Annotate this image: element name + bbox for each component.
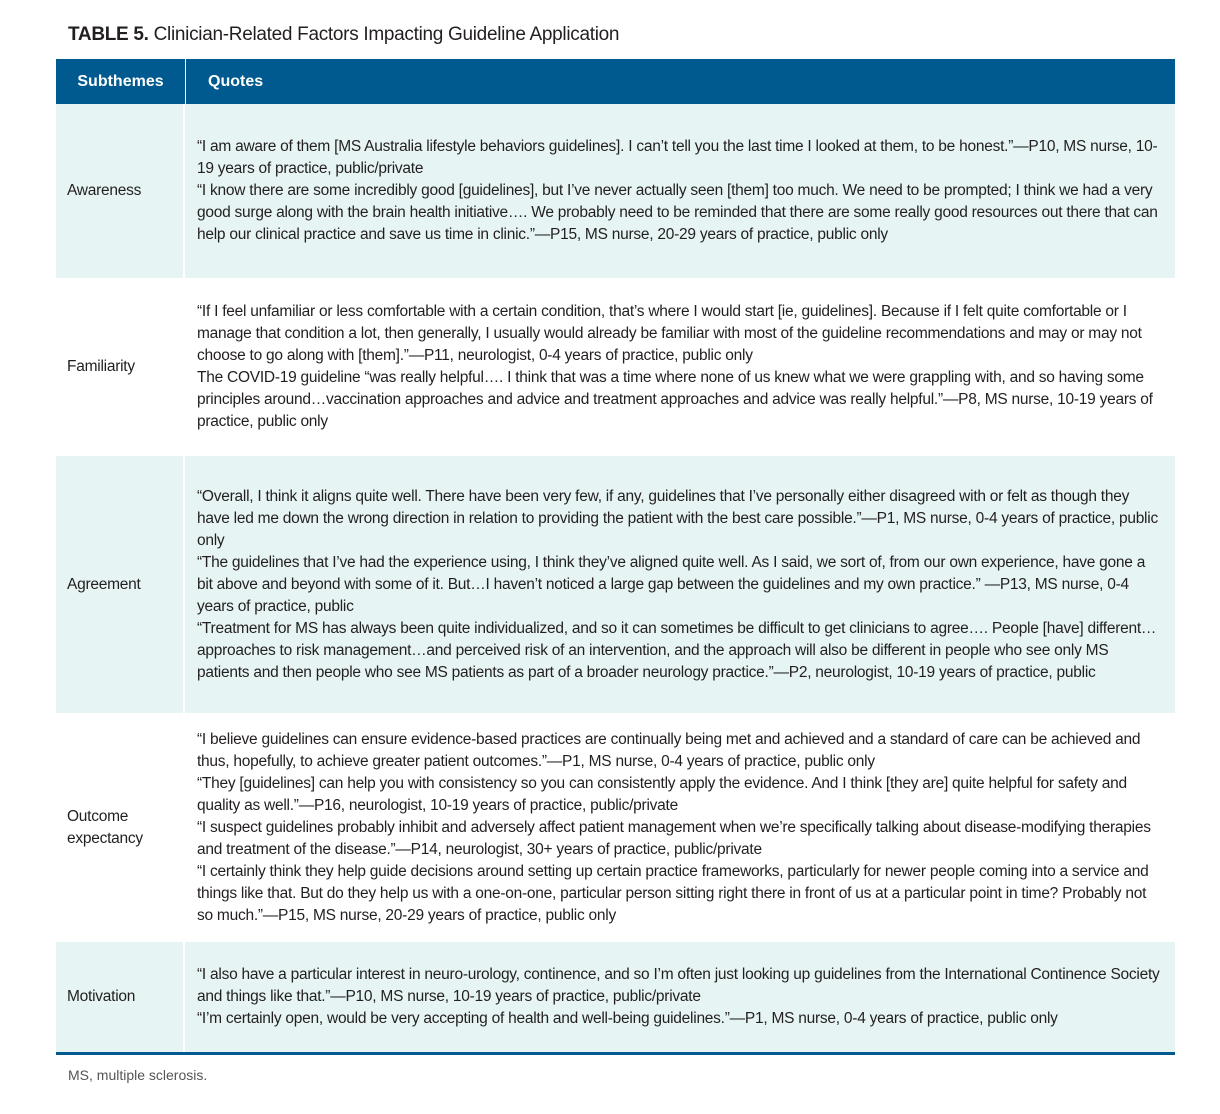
- table-row: [56, 942, 1175, 1052]
- quotes-cell: [185, 104, 1175, 278]
- header-subthemes: Subthemes: [77, 72, 164, 90]
- quotes-cell: [185, 713, 1175, 942]
- subtheme-label: Agreement: [67, 575, 141, 593]
- subtheme-cell: [56, 942, 185, 1052]
- quotes-cell: [185, 456, 1175, 713]
- subtheme-label: Familiarity: [67, 358, 135, 375]
- table-bottom-rule: [56, 1052, 1175, 1055]
- table-row: [56, 713, 1175, 942]
- subtheme-label: Awareness: [67, 182, 142, 199]
- quote-text: “Treatment for MS has always been quite individualized, and so it can sometimes be difficult to get clinicians to agree…. People [have] different…approaches to risk management…and perceived risk of an intervention, and the approach will also be different in people who see only MS patients and then people who see MS patients as part of a broader neurology practice.”—P2, neurologist, 10-19 years of practice, public: [197, 619, 1157, 681]
- quotes-table: [56, 59, 1175, 1055]
- quotes-cell: [185, 278, 1175, 456]
- quote-text: “I know there are some incredibly good [guidelines], but I’ve never actually seen [them] too much. We need to be prompted; I think we had a very good surge along with the brain health initiative…. We probably need to be reminded that there are some really good resources out there that can help our clinical practice and save us time in clinic.”—P15, MS nurse, 20-29 years of practice, public only: [197, 182, 1158, 243]
- quote-text: “I am aware of them [MS Australia lifestyle behaviors guidelines]. I can’t tell you the last time I looked at them, to be honest.”—P10, MS nurse, 10-19 years of practice, public/private: [197, 138, 1158, 177]
- quote-text: “I believe guidelines can ensure evidence-based practices are continually being met and achieved and a standard of care can be achieved and thus, hopefully, to achieve greater patient outcomes.”—P1, MS nurse, 0-4 years of practice, public only: [197, 730, 1141, 770]
- subtheme-cell: [56, 104, 185, 278]
- subtheme-label: Outcome expectancy: [67, 807, 143, 847]
- quote-text: “If I feel unfamiliar or less comfortable with a certain condition, that’s where I would start [ie, guidelines]. Because if I felt quite comfortable or I manage that condition a lot, then generally, I usually would already be familiar with most of the guideline recommendations and may or may not choose to go along with [them].”—P11, neurologist, 0-4 years of practice, public only: [197, 303, 1142, 364]
- table-caption: Clinician-Related Factors Impacting Guideline Application: [153, 24, 620, 45]
- quote-text: The COVID-19 guideline “was really helpful…. I think that was a time where none of us knew what we were grappling with, and so having some principles around…vaccination approaches and advice and treatment approaches and advice was really helpful.”—P8, MS nurse, 10-19 years of practice, public only: [197, 369, 1153, 430]
- subtheme-cell: [56, 278, 185, 456]
- quotes-cell: [185, 942, 1175, 1052]
- subtheme-cell: [56, 713, 185, 942]
- subtheme-cell: [56, 456, 185, 713]
- table-footnote: MS, multiple sclerosis.: [68, 1067, 208, 1083]
- table-row: [56, 456, 1175, 713]
- quote-text: “I suspect guidelines probably inhibit and adversely affect patient management when we’re specifically talking about disease-modifying therapies and treatment of the disease.”—P14, neurologist, 30+ years of practice, public/private: [197, 818, 1151, 858]
- table-row: [56, 278, 1175, 456]
- table-number: TABLE 5.: [68, 24, 149, 45]
- table-title: [68, 24, 619, 46]
- quote-text: “I certainly think they help guide decisions around setting up certain practice frameworks, particularly for newer people coming into a service and things like that. But do they help us with a one-on-one, particular person sitting right there in front of us at a particular point in time? Probably not so much.”—P15, MS nurse, 20-29 years of practice, public only: [197, 862, 1149, 924]
- table-row: [56, 104, 1175, 278]
- quote-text: “The guidelines that I’ve had the experience using, I think they’ve aligned quite well. As I said, we sort of, from our own experience, have gone a bit above and beyond with some of it. But…I haven’t noticed a large gap between the guidelines and my own practice.” —P13, MS nurse, 0-4 years of practice, public: [197, 553, 1146, 615]
- quote-text: “I also have a particular interest in neuro-urology, continence, and so I’m often just looking up guidelines from the International Continence Society and things like that.”—P10, MS nurse, 10-19 years of practice, public/private: [197, 966, 1160, 1005]
- header-quotes: Quotes: [185, 59, 1175, 104]
- quote-text: “They [guidelines] can help you with consistency so you can consistently apply the evidence. And I think [they are] quite helpful for safety and quality as well.”—P16, neurologist, 10-19 years of practice, public/private: [197, 774, 1127, 814]
- quote-text: “Overall, I think it aligns quite well. There have been very few, if any, guidelines that I’ve personally either disagreed with or felt as though they have led me down the wrong direction in relation to providing the patient with the best care possible.”—P1, MS nurse, 0-4 years of practice, public only: [197, 487, 1158, 549]
- quote-text: “I’m certainly open, would be very accepting of health and well-being guidelines.”—P1, MS nurse, 0-4 years of practice, public only: [197, 1010, 1058, 1027]
- table-header: [56, 59, 1175, 104]
- subtheme-label: Motivation: [67, 988, 136, 1005]
